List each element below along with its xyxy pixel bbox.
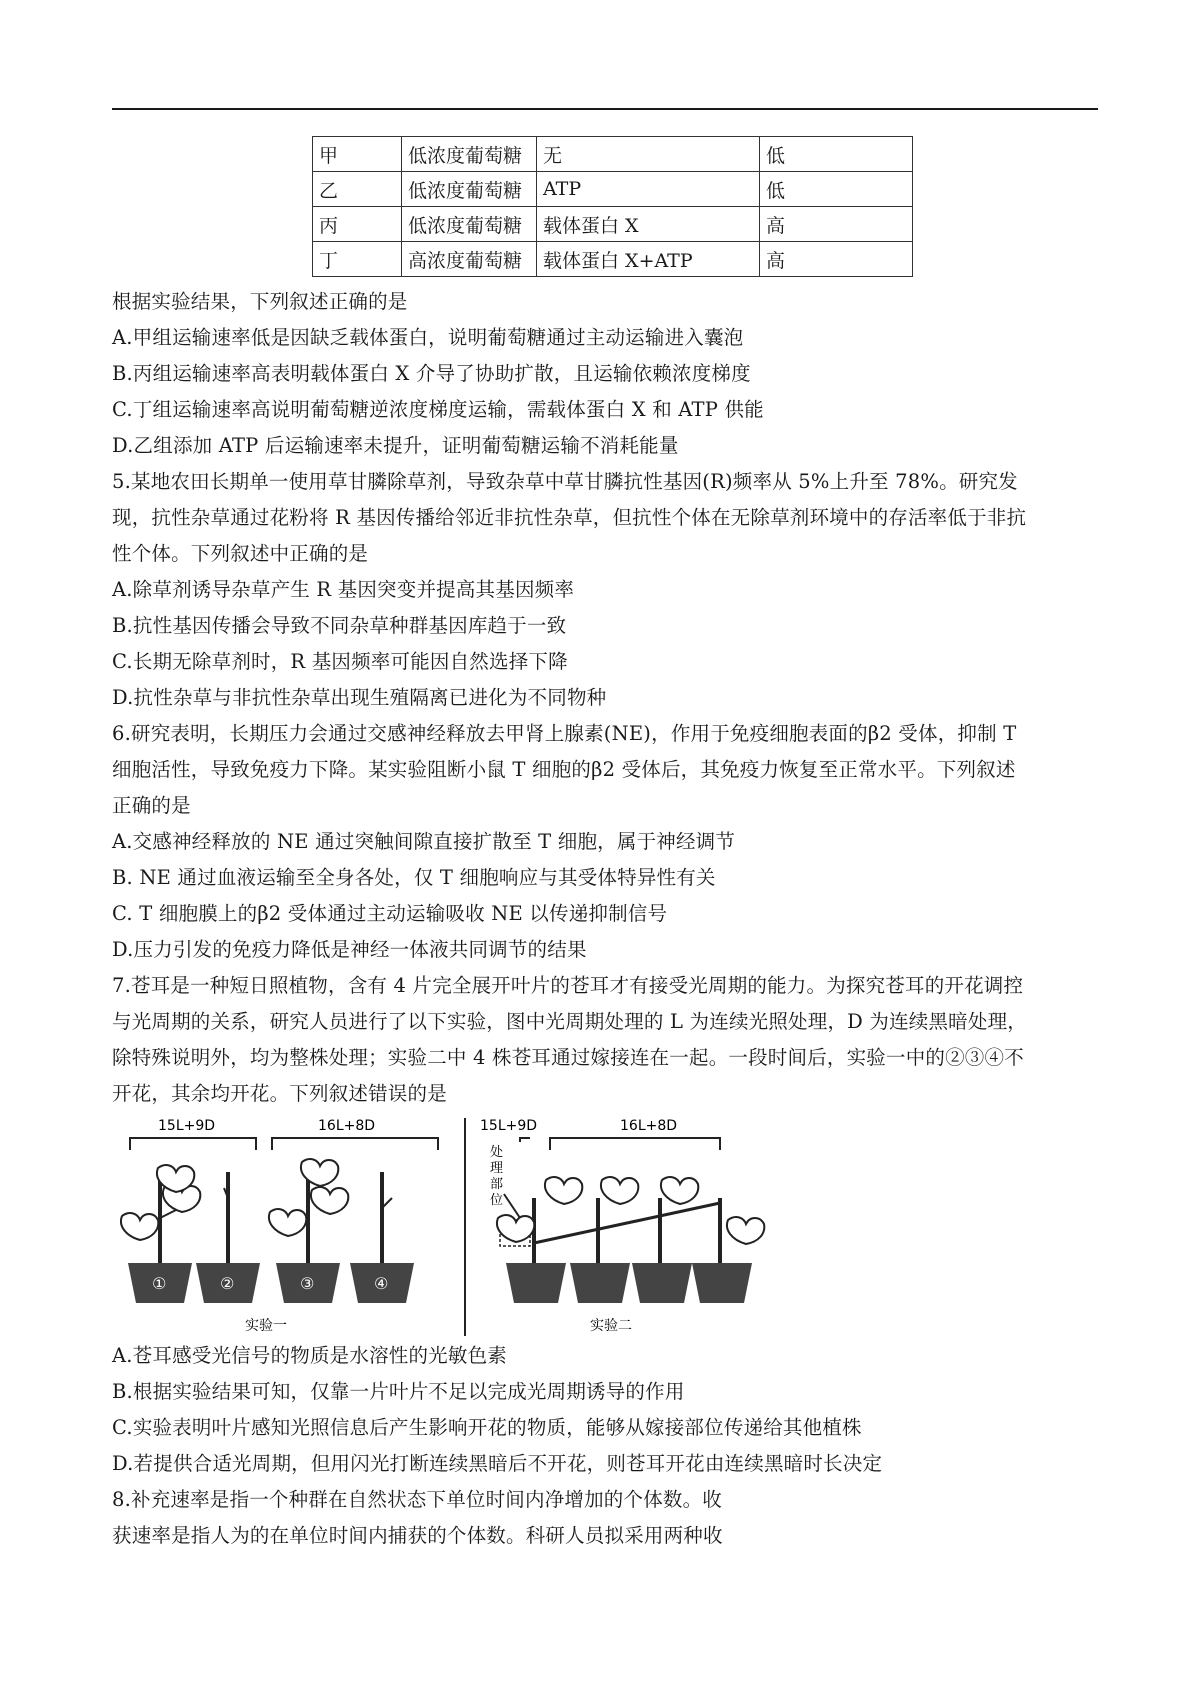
question-line: 6.研究表明，长期压力会通过交感神经释放去甲肾上腺素(NE)，作用于免疫细胞表面的β2 受体，抑制 T: [112, 722, 1017, 745]
option-line: D.若提供合适光周期，但用闪光打断连续黑暗后不开花，则苍耳开花由连续黑暗时长决定: [112, 1452, 883, 1475]
table-row: [313, 137, 913, 172]
exp2-photoperiod-label: 16L+8D: [620, 1118, 678, 1134]
option-line: A.交感神经释放的 NE 通过突触间隙直接扩散至 T 细胞，属于神经调节: [112, 830, 736, 853]
option-line: B. NE 通过血液运输至全身各处，仅 T 细胞响应与其受体特异性有关: [112, 866, 716, 889]
table-cell: 甲: [313, 137, 402, 172]
option-line: C. T 细胞膜上的β2 受体通过主动运输吸收 NE 以传递抑制信号: [112, 902, 668, 925]
table-cell: ATP: [537, 172, 760, 207]
exp2-title: 实验二: [590, 1318, 632, 1334]
question-line: 与光周期的关系，研究人员进行了以下实验，图中光周期处理的 L 为连续光照处理，D 为连续黑暗处理，: [112, 1010, 1027, 1033]
option-line: D.压力引发的免疫力降低是神经一体液共同调节的结果: [112, 938, 587, 961]
exp1-photoperiod-label: 16L+8D: [318, 1118, 376, 1134]
plant-1: [121, 1165, 200, 1303]
question-line: 开花，其余均开花。下列叙述错误的是: [112, 1082, 447, 1105]
pot-number: ④: [374, 1274, 389, 1293]
table-row: [313, 242, 913, 277]
table-cell: 丙: [313, 207, 402, 242]
pot-icon: [506, 1263, 566, 1303]
table-cell: 低: [760, 137, 913, 172]
option-line: C.实验表明叶片感知光照信息后产生影响开花的物质，能够从嫁接部位传递给其他植株: [112, 1416, 862, 1439]
plant-4: [350, 1172, 414, 1303]
exp2-photoperiod-label: 15L+9D: [480, 1118, 538, 1134]
pot-icon: [570, 1263, 630, 1303]
question-line: 性个体。下列叙述中正确的是: [112, 542, 369, 565]
question-line: 8.补充速率是指一个种群在自然状态下单位时间内净增加的个体数。收: [112, 1488, 723, 1511]
pot-icon: [692, 1263, 752, 1303]
table-cell: 丁: [313, 242, 402, 277]
exp1-title: 实验一: [245, 1318, 287, 1334]
table-cell: 乙: [313, 172, 402, 207]
question-line: 正确的是: [112, 794, 191, 817]
option-line: D.乙组添加 ATP 后运输速率未提升，证明葡萄糖运输不消耗能量: [112, 434, 679, 457]
bracket-icon: [130, 1138, 256, 1150]
option-line: A.除草剂诱导杂草产生 R 基因突变并提高其基因频率: [112, 578, 575, 601]
plant-2: [196, 1172, 260, 1303]
question-line: 现，抗性杂草通过花粉将 R 基因传播给邻近非抗性杂草，但抗性个体在无除草剂环境中的存活率低于非抗: [112, 506, 1027, 529]
table-cell: 载体蛋白 X+ATP: [537, 242, 760, 277]
table-cell: 高浓度葡萄糖: [402, 242, 537, 277]
treatment-site-label: 理: [490, 1161, 504, 1176]
pot-icon: [632, 1263, 692, 1303]
treatment-site-label: 处: [490, 1145, 504, 1160]
table-cell: 高: [760, 242, 913, 277]
option-line: D.抗性杂草与非抗性杂草出现生殖隔离已进化为不同物种: [112, 686, 607, 709]
grafted-plants: [497, 1177, 764, 1303]
text-line: 根据实验结果，下列叙述正确的是: [112, 290, 408, 313]
question-line: 除特殊说明外，均为整株处理；实验二中 4 株苍耳通过嫁接连在一起。一段时间后，实验一中的②③④不: [112, 1046, 1024, 1069]
table-row: [313, 172, 913, 207]
question-line: 5.某地农田长期单一使用草甘膦除草剂，导致杂草中草甘膦抗性基因(R)频率从 5%上升至 78%。研究发: [112, 470, 1018, 493]
table-cell: 低浓度葡萄糖: [402, 207, 537, 242]
cocklebur-experiment-figure: [120, 1108, 800, 1340]
pot-number: ②: [220, 1274, 235, 1293]
bracket-icon: [550, 1138, 720, 1150]
results-table: [312, 136, 913, 277]
header-rule: [112, 108, 1098, 110]
table-cell: 低浓度葡萄糖: [402, 172, 537, 207]
table-cell: 载体蛋白 X: [537, 207, 760, 242]
option-line: C.丁组运输速率高说明葡萄糖逆浓度梯度运输，需载体蛋白 X 和 ATP 供能: [112, 398, 764, 421]
option-line: B.丙组运输速率高表明载体蛋白 X 介导了协助扩散，且运输依赖浓度梯度: [112, 362, 751, 385]
option-line: B.根据实验结果可知，仅靠一片叶片不足以完成光周期诱导的作用: [112, 1380, 685, 1403]
question-text-block-2: [112, 1338, 1098, 1554]
table-cell: 低: [760, 172, 913, 207]
table-cell: 无: [537, 137, 760, 172]
question-line: 获速率是指人为的在单位时间内捕获的个体数。科研人员拟采用两种收: [112, 1524, 723, 1547]
plant-3: [269, 1159, 348, 1303]
option-line: A.苍耳感受光信号的物质是水溶性的光敏色素: [112, 1344, 507, 1367]
treatment-site-label: 位: [490, 1193, 504, 1208]
option-line: B.抗性基因传播会导致不同杂草种群基因库趋于一致: [112, 614, 567, 637]
table-cell: 低浓度葡萄糖: [402, 137, 537, 172]
table-row: [313, 207, 913, 242]
table-cell: 高: [760, 207, 913, 242]
bracket-icon: [272, 1138, 438, 1150]
exp1-photoperiod-label: 15L+9D: [158, 1118, 216, 1134]
pot-number: ①: [152, 1274, 167, 1293]
question-line: 7.苍耳是一种短日照植物，含有 4 片完全展开叶片的苍耳才有接受光周期的能力。为探究苍耳的开花调控: [112, 974, 1024, 997]
option-line: C.长期无除草剂时，R 基因频率可能因自然选择下降: [112, 650, 568, 673]
treatment-site-label: 部: [490, 1177, 504, 1192]
option-line: A.甲组运输速率低是因缺乏载体蛋白，说明葡萄糖通过主动运输进入囊泡: [112, 326, 744, 349]
question-text-block: [112, 284, 1098, 1112]
pot-number: ③: [300, 1274, 315, 1293]
question-line: 细胞活性，导致免疫力下降。某实验阻断小鼠 T 细胞的β2 受体后，其免疫力恢复至正常水平。下列叙述: [112, 758, 1016, 781]
